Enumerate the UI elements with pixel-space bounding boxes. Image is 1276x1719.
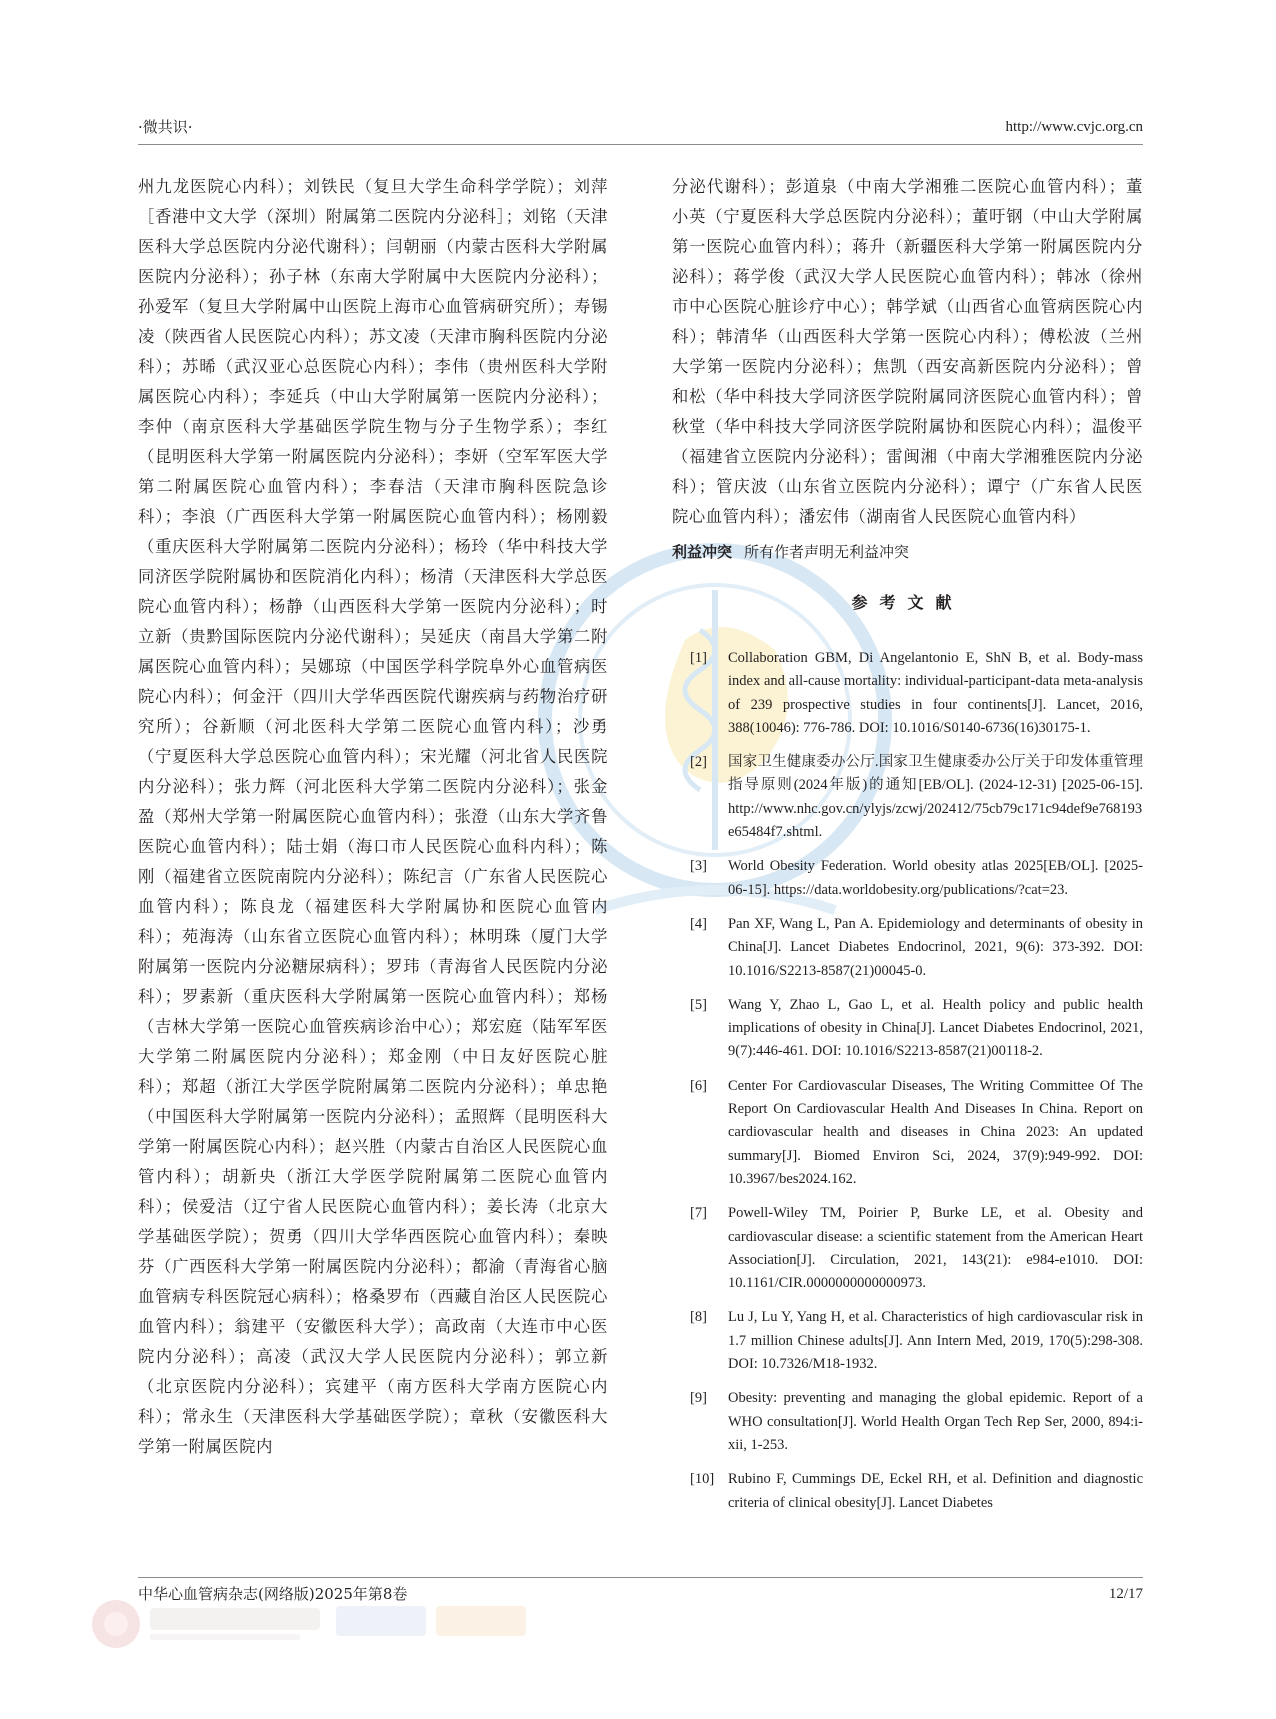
reference-text: 国家卫生健康委办公厅.国家卫生健康委办公厅关于印发体重管理指导原则(2024年版)的通知[EB/OL]. (2024-12-31) [2025-06-15]. http://www.nhc.gov.cn/ylyjs/zcwj/202412/75cb79c171c94def9e768193e65484f7.shtml. — [728, 754, 1143, 841]
conflict-of-interest — [672, 540, 1143, 564]
reference-text: Lu J, Lu Y, Yang H, et al. Characteristics of high cardiovascular risk in 1.7 million Chinese adults[J]. Ann Intern Med, 2019, 170(5):298-308. DOI: 10.7326/M18-1932. — [728, 1309, 1143, 1373]
reference-text: Obesity: preventing and managing the global epidemic. Report of a WHO consultation[J]. World Health Organ Tech Rep Ser, 2000, 894:i-xii, 1-253. — [728, 1390, 1143, 1453]
reference-item — [672, 1387, 1143, 1457]
reference-text: Powell-Wiley TM, Poirier P, Burke LE, et al. Obesity and cardiovascular disease: a scientific statement from the American Heart Association[J]. Circulation, 2021, 143(21): e984-e1010. DOI: 10.1161/CIR.0000000000000973. — [728, 1205, 1143, 1292]
journal-issue: 中华心血管病杂志(网络版)2025年第8卷 — [138, 1585, 408, 1603]
reference-item — [672, 1468, 1143, 1515]
reference-text: World Obesity Federation. World obesity atlas 2025[EB/OL]. [2025-06-15]. https://data.worldobesity.org/publications/?cat=23. — [728, 858, 1143, 898]
reference-text: Pan XF, Wang L, Pan A. Epidemiology and determinants of obesity in China[J]. Lancet Diabetes Endocrinol, 2021, 9(6): 373-392. DOI: 10.1016/S2213-8587(21)00045-0. — [728, 915, 1143, 979]
reference-number: [2] — [690, 754, 707, 771]
reference-item — [672, 994, 1143, 1064]
reference-text: Rubino F, Cummings DE, Eckel RH, et al. Definition and diagnostic criteria of clinical obesity[J]. Lancet Diabetes — [728, 1471, 1143, 1511]
reference-list — [672, 647, 1143, 1515]
reference-item — [672, 647, 1143, 740]
section-label: ·微共识· — [138, 118, 193, 136]
author-list-left: 州九龙医院心内科）；刘铁民（复旦大学生命科学学院）；刘萍［香港中文大学（深圳）附属第二医院内分泌科］；刘铭（天津医科大学总医院内分泌代谢科）；闫朝丽（内蒙古医科大学附属医院内分泌科）；孙子林（东南大学附属中大医院内分泌科）；孙爱军（复旦大学附属中山医院上海市心血管病研究所）；寿锡凌（陕西省人民医院心内科）；苏文凌（天津市胸科医院内分泌科）；苏晞（武汉亚心总医院心内科）；李伟（贵州医科大学附属医院心内科）；李延兵（中山大学附属第一医院内分泌科）；李仲（南京医科大学基础医学院生物与分子生物学系）；李红（昆明医科大学第一附属医院内分泌科）；李妍（空军军医大学第二附属医院心血管内科）；李春洁（天津市胸科医院急诊科）；李浪（广西医科大学第一附属医院心血管内科）；杨刚毅（重庆医科大学附属第二医院内分泌科）；杨玲（华中科技大学同济医学院附属协和医院消化内科）；杨清（天津医科大学总医院心血管内科）；杨静（山西医科大学第一医院内分泌科）；时立新（贵黔国际医院内分泌代谢科）；吴延庆（南昌大学第二附属医院心血管内科）；吴娜琼（中国医学科学院阜外心血管病医院心内科）；何金汗（四川大学华西医院代谢疾病与药物治疗研究所）；谷新顺（河北医科大学第二医院心血管内科）；沙勇（宁夏医科大学总医院心血管内科）；宋光耀（河北省人民医院内分泌科）；张力辉（河北医科大学第二医院内分泌科）；张金盈（郑州大学第一附属医院心血管内科）；张澄（山东大学齐鲁医院心血管内科）；陆士娟（海口市人民医院心血科内科）；陈刚（福建省立医院南院内分泌科）；陈纪言（广东省人民医院心血管内科）；陈良龙（福建医科大学附属协和医院心血管内科）；苑海涛（山东省立医院心血管内科）；林明珠（厦门大学附属第一医院内分泌糖尿病科）；罗玮（青海省人民医院内分泌科）；罗素新（重庆医科大学附属第一医院心血管内科）；郑杨（吉林大学第一医院心血管疾病诊治中心）；郑宏庭（陆军军医大学第二附属医院内分泌科）；郑金刚（中日友好医院心脏科）；郑超（浙江大学医学院附属第二医院内分泌科）；单忠艳（中国医科大学附属第一医院内分泌科）；孟照辉（昆明医科大学第一附属医院心内科）；赵兴胜（内蒙古自治区人民医院心血管内科）；胡新央（浙江大学医学院附属第二医院心血管内科）；侯爱洁（辽宁省人民医院心血管内科）；姜长涛（北京大学基础医学院）；贺勇（四川大学华西医院心血管内科）；秦映芬（广西医科大学第一附属医院内分泌科）；都渝（青海省心脑血管病专科医院冠心病科）；格桑罗布（西藏自治区人民医院心血管内科）；翁建平（安徽医科大学）；高政南（大连市中心医院内分泌科）；高凌（武汉大学人民医院内分泌科）；郭立新（北京医院内分泌科）；宾建平（南方医科大学南方医院心内科）；常永生（天津医科大学基础医学院）；章秋（安徽医科大学第一附属医院内 — [138, 177, 608, 1456]
right-column — [672, 172, 1143, 1526]
reference-text: Wang Y, Zhao L, Gao L, et al. Health policy and public health implications of obesity in China[J]. Lancet Diabetes Endocrinol, 2021, 9(7):446-461. DOI: 10.1016/S2213-8587(21)00118-2. — [728, 996, 1143, 1060]
left-column — [138, 172, 608, 1462]
page-header — [138, 118, 1143, 145]
reference-number: [9] — [690, 1390, 707, 1407]
reference-item — [672, 1075, 1143, 1191]
reference-item — [672, 855, 1143, 902]
reference-number: [10] — [690, 1471, 715, 1488]
reference-item — [672, 913, 1143, 983]
conflict-label: 利益冲突 — [672, 543, 733, 561]
reference-item — [672, 1306, 1143, 1376]
reference-number: [4] — [690, 915, 707, 932]
reference-number: [3] — [690, 858, 707, 875]
author-list-right: 分泌代谢科）；彭道泉（中南大学湘雅二医院心血管内科）；董小英（宁夏医科大学总医院内分泌科）；董吁钢（中山大学附属第一医院心血管内科）；蒋升（新疆医科大学第一附属医院内分泌科）；蒋学俊（武汉大学人民医院心血管内科）；韩冰（徐州市中心医院心脏诊疗中心）；韩学斌（山西省心血管病医院心内科）；韩清华（山西医科大学第一医院心内科）；傅松波（兰州大学第一医院内分泌科）；焦凯（西安高新医院内分泌科）；曾和松（华中科技大学同济医学院附属同济医院心血管内科）；曾秋堂（华中科技大学同济医学院附属协和医院心内科）；温俊平（福建省立医院内分泌科）；雷闽湘（中南大学湘雅医院内分泌科）；管庆波（山东省立医院内分泌科）；谭宁（广东省人民医院心血管内科）；潘宏伟（湖南省人民医院心血管内科） — [672, 177, 1143, 526]
reference-number: [6] — [690, 1077, 707, 1094]
reference-number: [7] — [690, 1205, 707, 1222]
references-heading: 参考文献 — [851, 593, 964, 612]
reference-text: Collaboration GBM, Di Angelantonio E, ShN B, et al. Body-mass index and all-cause mortality: individual-participant-data meta-analysis of 239 prospective studies in four continents[J]. Lancet, 2016, 388(10046): 776-786. DOI: 10.1016/S0140-6736(16)30175-1. — [728, 650, 1143, 736]
page-footer — [138, 1577, 1143, 1603]
reference-item — [672, 751, 1143, 844]
journal-url[interactable]: http://www.cvjc.org.cn — [1005, 119, 1143, 135]
conflict-text: 所有作者声明无利益冲突 — [744, 543, 910, 561]
reference-number: [8] — [690, 1309, 707, 1326]
reference-text: Center For Cardiovascular Diseases, The Writing Committee Of The Report On Cardiovascular Health And Diseases In China. Report on cardiovascular health and diseases in China 2023: An updated summary[J]. Biomed Environ Sci, 2024, 37(9):949-992. DOI: 10.3967/bes2024.162. — [728, 1077, 1143, 1187]
reference-item — [672, 1202, 1143, 1295]
reference-number: [5] — [690, 996, 707, 1013]
reference-number: [1] — [690, 650, 707, 666]
page-number: 12/17 — [1108, 1586, 1143, 1602]
